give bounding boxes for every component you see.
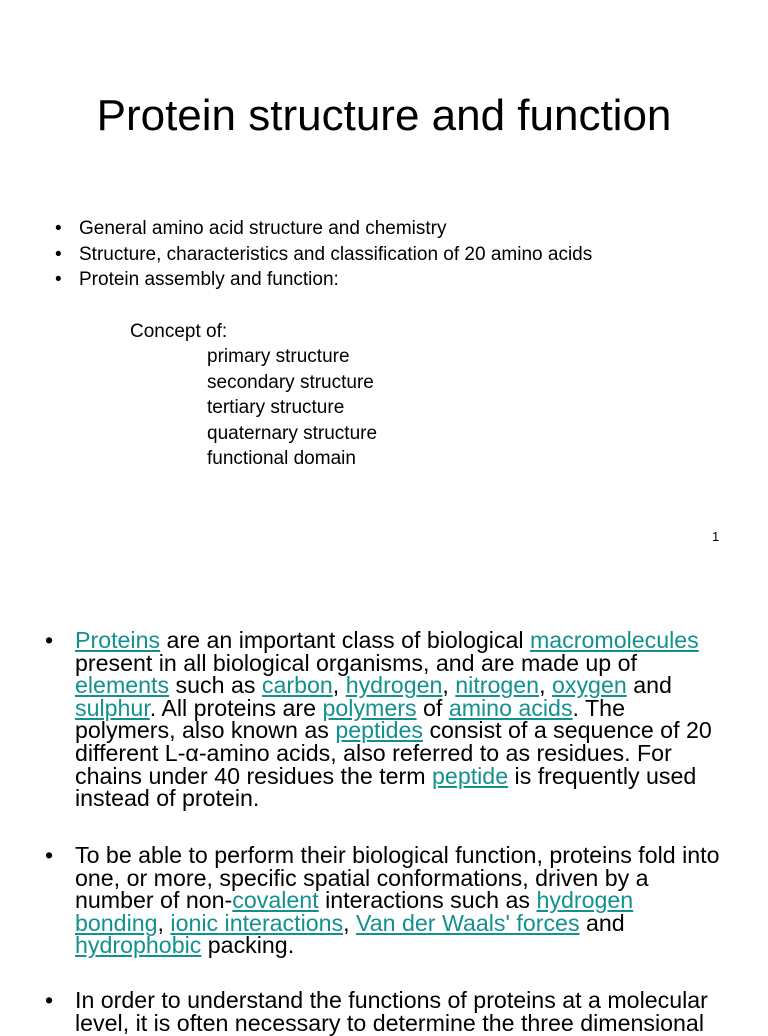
text: In order to understand the functions of proteins at a molecular level, it is often necessary to determine the three dimensional (75, 987, 708, 1036)
link-peptide[interactable]: peptide (432, 762, 509, 789)
link-sulphur[interactable]: sulphur (75, 694, 150, 721)
link-elements[interactable]: elements (75, 672, 170, 699)
link-covalent[interactable]: covalent (232, 887, 319, 914)
link-peptides[interactable]: peptides (335, 717, 423, 744)
link-oxygen[interactable]: oxygen (551, 672, 627, 699)
link-ionic-interactions[interactable]: ionic interactions (170, 909, 344, 936)
text: interactions such as (318, 887, 537, 914)
text: packing. (201, 932, 295, 959)
text: To be able to perform their biological function, proteins fold into one, or more, specific spatial conformations, driven by a number of non- (75, 842, 720, 914)
text: of (416, 694, 449, 721)
text: . The polymers, also known as (75, 694, 625, 744)
text: present in all biological organisms, and are made up of (75, 649, 637, 676)
text: such as (169, 672, 262, 699)
link-amino-acids[interactable]: amino acids (448, 694, 573, 721)
text: . All proteins are (149, 694, 323, 721)
text: , (332, 672, 346, 699)
text: and (626, 672, 672, 699)
concept-list (207, 344, 377, 472)
list-item: • General amino acid structure and chemistry (55, 216, 592, 242)
paragraph-proteins (75, 629, 725, 810)
link-hydrophobic[interactable]: hydrophobic (75, 932, 202, 959)
concept-item: functional domain (207, 448, 356, 469)
text: and (579, 909, 625, 936)
link-polymers[interactable]: polymers (322, 694, 417, 721)
link-macromolecules[interactable]: macromolecules (529, 627, 699, 653)
paragraph-folding (75, 844, 725, 957)
text: are an important class of biological (160, 627, 530, 653)
link-nitrogen[interactable]: nitrogen (455, 672, 540, 699)
concept-item: tertiary structure (207, 397, 345, 418)
text: is frequently used instead of protein. (75, 762, 697, 812)
link-proteins[interactable]: Proteins (75, 627, 161, 653)
text: , (343, 909, 357, 936)
link-carbon[interactable]: carbon (261, 672, 333, 699)
text: , (539, 672, 552, 699)
text: , (157, 909, 171, 936)
page-number: 1 (712, 529, 720, 544)
list-item: • Structure, characteristics and classification of 20 amino acids (55, 242, 592, 268)
text: , (442, 672, 456, 699)
concept-item: secondary structure (207, 371, 374, 393)
concept-item: primary structure (207, 346, 350, 367)
link-hydrogen[interactable]: hydrogen (345, 672, 443, 699)
paragraph-understanding (75, 989, 725, 1034)
concept-label: Concept of: (130, 321, 228, 342)
topic-list (55, 216, 592, 293)
list-item: • Protein assembly and function: (55, 267, 592, 293)
page-title: Protein structure and function (96, 91, 672, 140)
text: consist of a sequence of 20 different L-α-amino acids, also referred to as residues. For chains under 40 residues the term (75, 717, 712, 789)
link-van-der-waals[interactable]: Van der Waals' forces (356, 909, 580, 936)
concept-item: quaternary structure (207, 422, 378, 444)
link-hydrogen-bonding[interactable]: hydrogen bonding (75, 887, 634, 936)
